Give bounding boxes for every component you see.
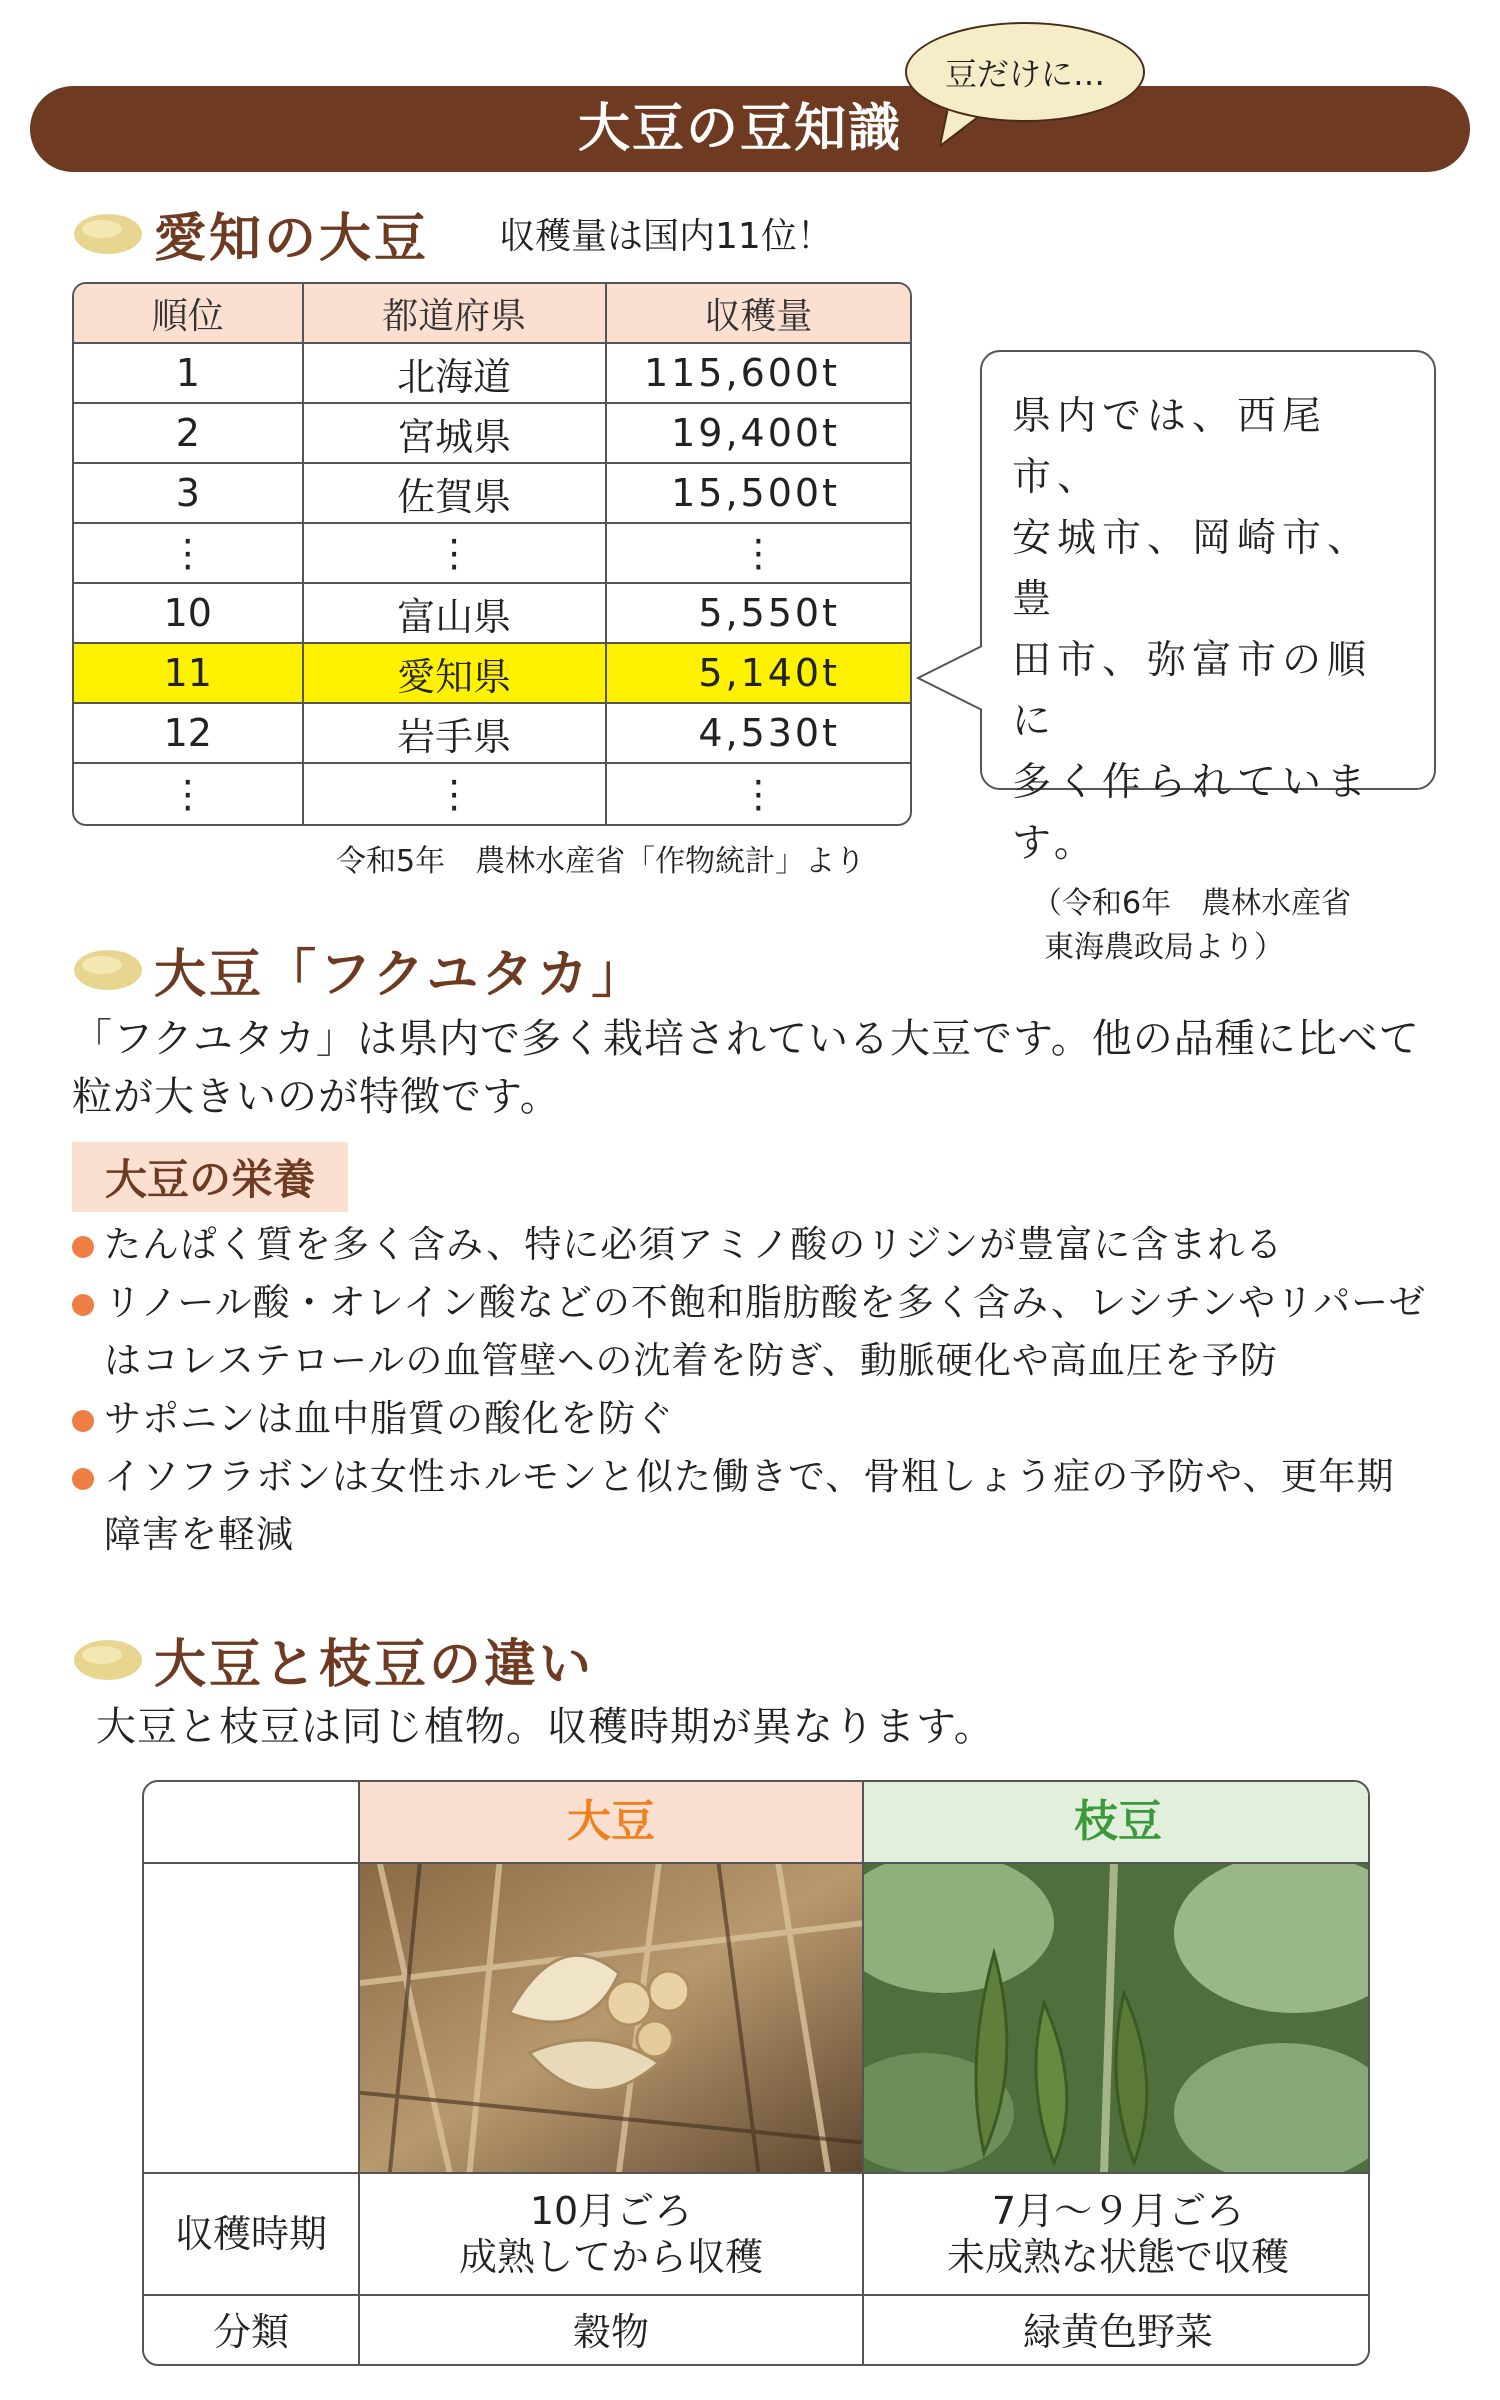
cell-ellipsis: ⋮ — [304, 764, 607, 824]
cell-rank: 1 — [74, 344, 304, 404]
cell-prefecture: 北海道 — [304, 344, 607, 404]
list-item-text: サポニンは血中脂質の酸化を防ぐ — [104, 1397, 674, 1440]
cell-line: 未成熟な状態で収穫 — [946, 2235, 1289, 2279]
cell-ellipsis: ⋮ — [607, 524, 910, 584]
ranking-table-header — [74, 284, 910, 344]
list-item-text: イソフラボンは女性ホルモンと似た働きで、骨粗しょう症の予防や、更年期 — [104, 1455, 1395, 1498]
callout-line: 多く作られています。 — [1012, 760, 1373, 866]
list-item — [72, 1274, 1472, 1390]
list-item-text: リノール酸・オレイン酸などの不飽和脂肪酸を多く含み、レシチンやリパーゼ — [104, 1281, 1427, 1324]
nutrition-list — [72, 1216, 1472, 1564]
section-fukuyutaka-heading — [72, 932, 646, 1007]
section-difference-title: 大豆と枝豆の違い — [154, 1635, 595, 1695]
soybean-icon — [72, 1637, 144, 1683]
section-fukuyutaka-title: 大豆「フクユタカ」 — [154, 945, 647, 1005]
green-edamame-pods-image — [864, 1864, 1370, 2173]
ranking-source: 令和5年 農林水産省「作物統計」より — [336, 844, 866, 879]
callout-line: 安城市、岡崎市、豊 — [1012, 516, 1373, 622]
column-soybean-header: 大豆 — [360, 1782, 864, 1864]
list-item-text: たんぱく質を多く含み、特に必須アミノ酸のリジンが豊富に含まれる — [104, 1223, 1284, 1266]
cell-amount: 4,530t — [607, 704, 910, 764]
header-amount: 収穫量 — [607, 284, 910, 344]
cell-rank: 11 — [74, 644, 304, 704]
dried-soybean-pods-image — [360, 1864, 862, 2173]
section-difference-heading — [72, 1622, 594, 1697]
cell-rank: 2 — [74, 404, 304, 464]
table-row — [74, 704, 910, 764]
fukuyutaka-description — [72, 1010, 1420, 1126]
cell-line: 10月ごろ — [529, 2189, 693, 2233]
table-row — [74, 404, 910, 464]
cell-ellipsis: ⋮ — [304, 524, 607, 584]
callout-line: 田市、弥富市の順に — [1012, 638, 1373, 744]
speech-bubble — [905, 22, 1145, 122]
cell-rank: 12 — [74, 704, 304, 764]
header-prefecture: 都道府県 — [304, 284, 607, 344]
cell-amount: 5,550t — [607, 584, 910, 644]
comparison-table — [142, 1780, 1370, 2366]
difference-description: 大豆と枝豆は同じ植物。収穫時期が異なります。 — [96, 1704, 995, 1750]
section-aichi-subtitle: 収穫量は国内11位！ — [499, 216, 833, 257]
list-item — [72, 1216, 1472, 1274]
header-rank: 順位 — [74, 284, 304, 344]
table-row — [74, 764, 910, 824]
list-item — [72, 1390, 1472, 1448]
speech-bubble-text: 豆だけに… — [944, 55, 1105, 93]
cell-amount: 19,400t — [607, 404, 910, 464]
callout-text — [1012, 386, 1404, 874]
row-label-harvest-time: 収穫時期 — [144, 2174, 360, 2296]
cell-amount: 115,600t — [607, 344, 910, 404]
description-line: 粒が大きいのが特徴です。 — [72, 1074, 561, 1120]
cell-ellipsis: ⋮ — [74, 764, 304, 824]
page-title: 大豆の豆知識 — [577, 99, 902, 159]
cell-rank: 10 — [74, 584, 304, 644]
soybean-icon — [72, 947, 144, 993]
callout-line: 県内では、西尾市、 — [1012, 394, 1328, 500]
table-row — [74, 344, 910, 404]
edamame-harvest-time — [864, 2174, 1370, 2296]
list-item — [72, 1448, 1472, 1564]
section-aichi-title: 愛知の大豆 — [154, 209, 430, 269]
comparison-corner — [144, 1782, 360, 1864]
callout-source — [1012, 882, 1404, 970]
soybean-icon — [72, 211, 144, 257]
table-row-highlighted — [74, 644, 910, 704]
list-item-text: はコレステロールの血管壁への沈着を防ぎ、動脈硬化や高血圧を予防 — [104, 1339, 1278, 1382]
section-aichi-heading — [72, 196, 833, 271]
table-row — [74, 524, 910, 584]
cell-line: 7月～９月ごろ — [991, 2189, 1245, 2233]
cell-prefecture: 佐賀県 — [304, 464, 607, 524]
column-edamame-header: 枝豆 — [864, 1782, 1370, 1864]
cell-amount: 15,500t — [607, 464, 910, 524]
header-banner — [30, 86, 1470, 172]
description-line: 「フクユタカ」は県内で多く栽培されている大豆です。他の品種に比べて — [72, 1016, 1420, 1062]
soybean-photo — [360, 1864, 864, 2174]
list-item-text: 障害を軽減 — [104, 1513, 294, 1556]
cell-prefecture: 岩手県 — [304, 704, 607, 764]
callout-source-line: （令和6年 農林水産省 — [1032, 886, 1352, 921]
cell-prefecture: 宮城県 — [304, 404, 607, 464]
cell-ellipsis: ⋮ — [74, 524, 304, 584]
nutrition-label: 大豆の栄養 — [72, 1142, 348, 1212]
edamame-photo — [864, 1864, 1370, 2174]
cell-amount: 5,140t — [607, 644, 910, 704]
table-row — [74, 584, 910, 644]
soybean-classification: 穀物 — [360, 2296, 864, 2366]
cell-line: 成熟してから収穫 — [458, 2235, 763, 2279]
edamame-classification: 緑黄色野菜 — [1022, 2310, 1213, 2354]
cell-prefecture: 愛知県 — [304, 644, 607, 704]
row-label-classification: 分類 — [144, 2296, 360, 2366]
soybean-harvest-time — [360, 2174, 864, 2296]
ranking-table — [72, 282, 912, 826]
cell-rank: 3 — [74, 464, 304, 524]
table-row — [74, 464, 910, 524]
callout-box — [980, 350, 1436, 965]
cell-ellipsis: ⋮ — [739, 772, 778, 816]
photo-row-label — [144, 1864, 360, 2174]
callout-pointer — [916, 644, 984, 714]
callout-source-line: 東海農政局より） — [1044, 930, 1284, 965]
cell-prefecture: 富山県 — [304, 584, 607, 644]
